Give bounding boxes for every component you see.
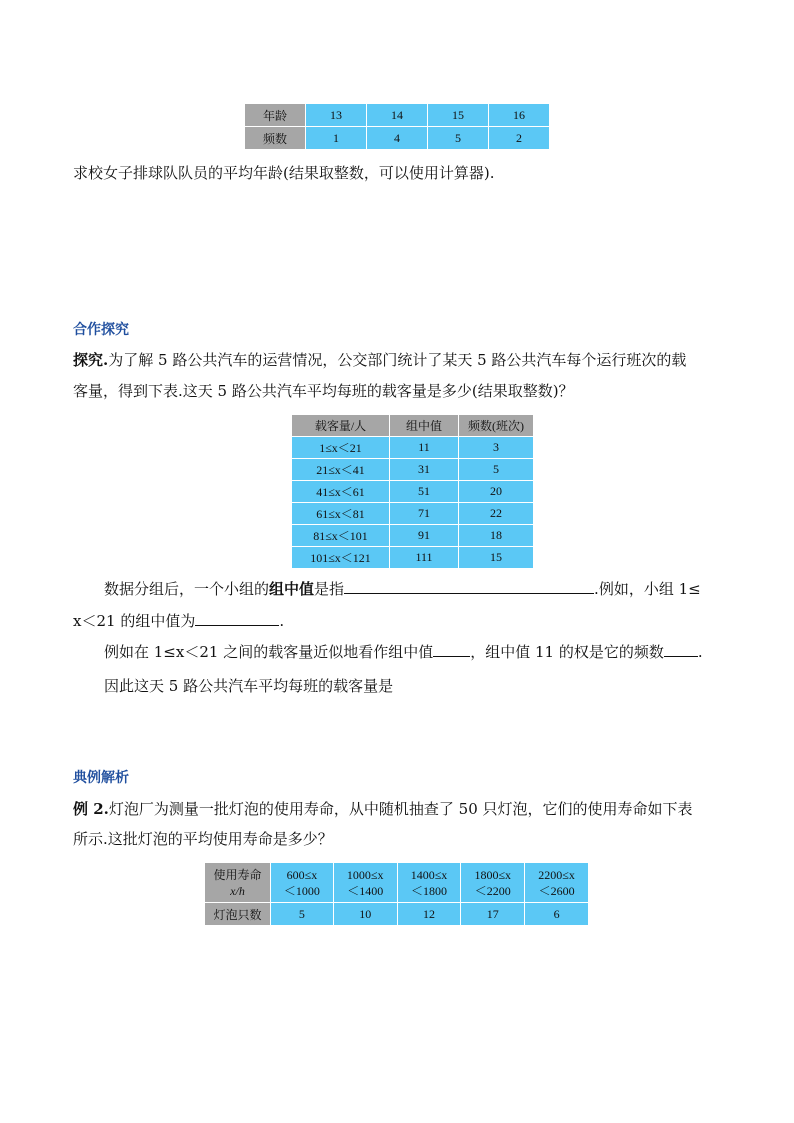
example-label: 例 2. <box>73 800 109 818</box>
table-cell: 51 <box>390 481 459 503</box>
table-cell <box>271 863 334 903</box>
table-cell: 61≤x＜81 <box>292 503 390 525</box>
table-header-cell: 频数(班次) <box>459 415 534 437</box>
question-text: 求校女子排球队队员的平均年龄(结果取整数，可以使用计算器). <box>73 164 495 182</box>
section-title-cooperate: 合作探究 <box>73 322 129 338</box>
table-cell: 31 <box>390 459 459 481</box>
table-cell: 15 <box>459 547 534 569</box>
table-cell: 2 <box>489 127 550 150</box>
text-span: . <box>697 643 703 661</box>
range-end: ＜2600 <box>538 883 575 898</box>
table-cell: 10 <box>333 903 397 926</box>
header-label-line: x/h <box>230 883 245 898</box>
table-header-cell: 频数 <box>245 127 306 150</box>
bold-term: 组中值 <box>269 580 315 598</box>
table-cell <box>397 863 461 903</box>
explore-text: 为了解 5 路公共汽车的运营情况，公交部门统计了某天 5 路公共汽车每个运行班次的载 <box>108 351 687 369</box>
example-text: 灯泡厂为测量一批灯泡的使用寿命，从中随机抽查了 50 只灯泡，它们的使用寿命如下表 <box>108 800 693 818</box>
fill-blank[interactable] <box>344 579 594 594</box>
paragraph-weight <box>104 642 703 662</box>
range-end: ＜2200 <box>474 883 511 898</box>
table-cell: 5 <box>459 459 534 481</box>
table-cell: 6 <box>525 903 589 926</box>
paragraph-mid-value-1 <box>104 579 701 599</box>
table-cell: 3 <box>459 437 534 459</box>
explore-label: 探究. <box>73 351 109 369</box>
table-cell <box>525 863 589 903</box>
paragraph-mid-value-2 <box>73 611 284 631</box>
table-cell: 22 <box>459 503 534 525</box>
range-start: 1000≤x <box>346 867 384 882</box>
table-cell: 1≤x＜21 <box>292 437 390 459</box>
table-cell: 21≤x＜41 <box>292 459 390 481</box>
table-cell: 16 <box>489 104 550 127</box>
table-cell: 18 <box>459 525 534 547</box>
fill-blank[interactable] <box>433 642 470 657</box>
table-cell: 11 <box>390 437 459 459</box>
explore-line-1 <box>73 350 686 370</box>
table-cell: 1 <box>306 127 367 150</box>
table-cell: 4 <box>367 127 428 150</box>
bulb-life-table <box>204 862 589 926</box>
table-header-cell: 年龄 <box>245 104 306 127</box>
table-cell: 71 <box>390 503 459 525</box>
table-cell <box>333 863 397 903</box>
table-cell: 13 <box>306 104 367 127</box>
text-span: ，组中值 11 的权是它的频数 <box>470 643 664 661</box>
range-start: 1400≤x <box>410 867 448 882</box>
table-header-cell <box>205 863 271 903</box>
text-span: . <box>279 612 285 630</box>
range-end: ＜1000 <box>283 883 320 898</box>
age-frequency-table <box>244 103 550 150</box>
table-cell: 5 <box>271 903 334 926</box>
table-cell <box>461 863 525 903</box>
table-header-cell: 组中值 <box>390 415 459 437</box>
range-start: 2200≤x <box>538 867 575 882</box>
text-span: 数据分组后，一个小组的 <box>104 580 270 598</box>
table-cell: 81≤x＜101 <box>292 525 390 547</box>
table-cell: 14 <box>367 104 428 127</box>
explore-line-2: 客量，得到下表.这天 5 路公共汽车平均每班的载客量是多少(结果取整数)？ <box>73 382 574 400</box>
fill-blank[interactable] <box>195 611 279 626</box>
text-span: .例如，小组 1≤ <box>594 580 701 598</box>
example-line-2: 所示.这批灯泡的平均使用寿命是多少？ <box>73 830 333 848</box>
table-cell: 12 <box>397 903 461 926</box>
table-cell: 15 <box>428 104 489 127</box>
section-title-example: 典例解析 <box>73 770 129 786</box>
table-cell: 20 <box>459 481 534 503</box>
example-line-1 <box>73 799 693 819</box>
range-start: 600≤x <box>286 867 318 882</box>
paragraph-conclusion: 因此这天 5 路公共汽车平均每班的载客量是 <box>104 677 394 695</box>
table-header-cell: 载客量/人 <box>292 415 390 437</box>
table-cell: 5 <box>428 127 489 150</box>
table-cell: 17 <box>461 903 525 926</box>
text-span: 例如在 1≤x＜21 之间的载客量近似地看作组中值 <box>104 643 434 661</box>
range-end: ＜1800 <box>410 883 447 898</box>
header-label-line: 使用寿命 <box>213 867 262 882</box>
text-span: 是指 <box>314 580 345 598</box>
table-cell: 101≤x＜121 <box>292 547 390 569</box>
table-cell: 41≤x＜61 <box>292 481 390 503</box>
table-header-cell: 灯泡只数 <box>205 903 271 926</box>
text-span: x＜21 的组中值为 <box>73 612 196 630</box>
table-cell: 91 <box>390 525 459 547</box>
range-end: ＜1400 <box>347 883 384 898</box>
range-start: 1800≤x <box>474 867 512 882</box>
fill-blank[interactable] <box>664 642 698 657</box>
bus-load-table <box>291 414 534 569</box>
table-cell: 111 <box>390 547 459 569</box>
